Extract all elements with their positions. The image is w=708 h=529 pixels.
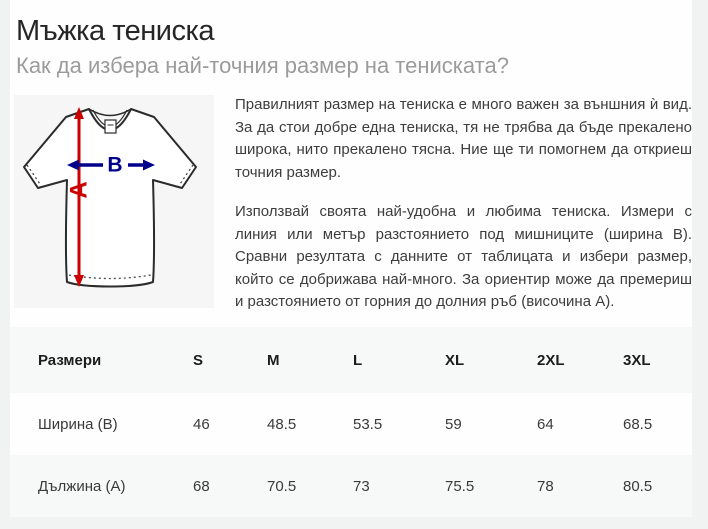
- width-value-m: 48.5: [267, 415, 297, 433]
- intro-text: [235, 94, 692, 331]
- length-value-s: 68: [193, 477, 210, 495]
- intro-paragraph-1: Правилният размер на тениска е много важен за външния ѝ вид. За да стои добре една тениска, тя не трябва да бъде прекалено широка, нито прекалено тясна. Ние ще ти помогнем да откриеш точния размер.: [235, 96, 692, 181]
- col-header-3xl: 3XL: [623, 351, 651, 369]
- tshirt-figure: [14, 95, 214, 308]
- page-title: Мъжка тениска: [16, 15, 214, 47]
- size-table-header-row: [10, 327, 692, 393]
- size-table: [10, 327, 692, 517]
- length-value-2xl: 78: [537, 477, 554, 495]
- width-value-xl: 59: [445, 415, 462, 433]
- width-value-3xl: 68.5: [623, 415, 653, 433]
- row-label-width: Ширина (B): [38, 415, 118, 433]
- size-guide-card: [10, 0, 692, 517]
- col-header-xl: XL: [445, 351, 465, 369]
- tshirt-outline: [24, 109, 196, 287]
- collar-tag: [105, 120, 116, 133]
- height-label-a: A: [65, 181, 93, 199]
- intro-paragraph-2: Използвай своята най-удобна и любима тениска. Измери с линия или метър разстоянието под мишниците (ширина B). Сравни резултата с данните от таблицата и избери размер, който се добрижава най-много. За ориентир може да премериш и разстоянието от горния до долния ръб (височина A).: [235, 203, 692, 310]
- page-subtitle: Как да избера най-точния размер на тениската?: [16, 53, 509, 78]
- table-row-length: [10, 455, 692, 517]
- col-header-sizes: Размери: [38, 351, 102, 369]
- width-value-s: 46: [193, 415, 210, 433]
- col-header-2xl: 2XL: [537, 351, 565, 369]
- col-header-s: S: [193, 351, 204, 369]
- width-value-l: 53.5: [353, 415, 383, 433]
- length-value-xl: 75.5: [445, 477, 475, 495]
- width-value-2xl: 64: [537, 415, 554, 433]
- length-value-l: 73: [353, 477, 370, 495]
- length-value-m: 70.5: [267, 477, 297, 495]
- length-value-3xl: 80.5: [623, 477, 653, 495]
- col-header-l: L: [353, 351, 363, 369]
- tshirt-diagram: [14, 95, 214, 308]
- table-row-width: [10, 393, 692, 455]
- col-header-m: M: [267, 351, 280, 369]
- width-label-b: B: [107, 153, 123, 177]
- row-label-length: Дължина (A): [38, 477, 126, 495]
